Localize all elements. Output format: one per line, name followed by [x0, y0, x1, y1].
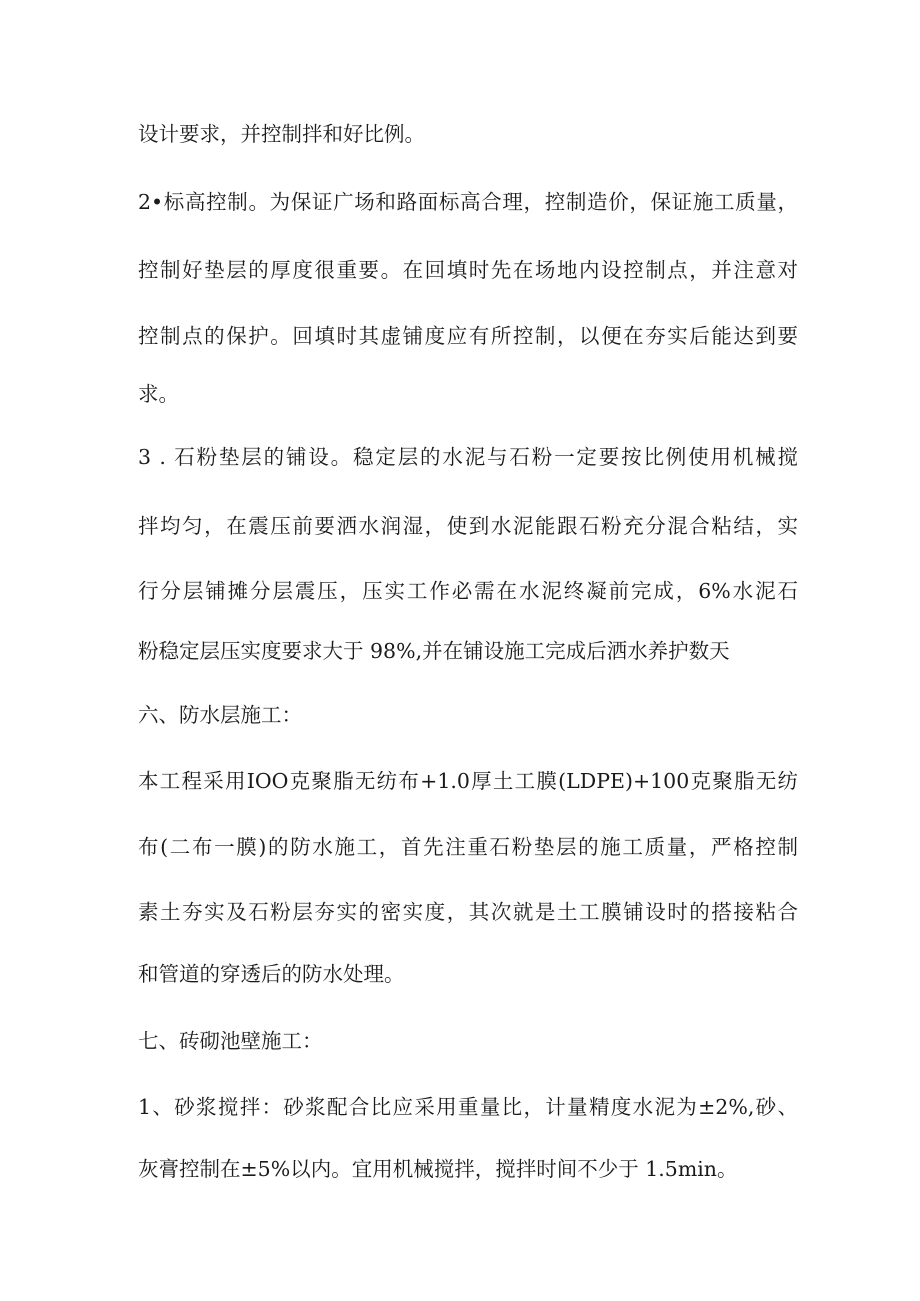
- text-line: 灰膏控制在±5%以内。宜用机械搅拌，搅拌时间不少于 1.5min。: [138, 1157, 738, 1181]
- text-line: 求。: [138, 382, 179, 406]
- text-line: 3 . 石粉垫层的铺设。稳定层的水泥与石粉一定要按比例使用机械搅: [138, 445, 798, 469]
- text-line: 行分层铺摊分层震压，压实工作必需在水泥终凝前完成，6%水泥石: [138, 579, 798, 603]
- text-line: 设计要求，并控制拌和好比例。: [138, 122, 425, 146]
- text-line: 本工程采用IOO克聚脂无纺布+1.0厚土工膜(LDPE)+100克聚脂无纺: [138, 769, 798, 793]
- text-line: 控制好垫层的厚度很重要。在回填时先在场地内设控制点，并注意对: [138, 258, 798, 282]
- text-line: 素土夯实及石粉层夯实的密实度，其次就是土工膜铺设时的搭接粘合: [138, 900, 798, 924]
- text-line: 控制点的保护。回填时其虚铺度应有所控制，以便在夯实后能达到要: [138, 324, 798, 348]
- text-line: 布(二布一膜)的防水施工，首先注重石粉垫层的施工质量，严格控制: [138, 835, 798, 859]
- text-line: 1、砂浆搅拌：砂浆配合比应采用重量比，计量精度水泥为±2%,砂、: [138, 1095, 798, 1119]
- section-heading: 七、砖砌池壁施工：: [138, 1029, 323, 1053]
- text-line: 和管道的穿透后的防水处理。: [138, 962, 405, 986]
- section-heading: 六、防水层施工：: [138, 703, 302, 727]
- text-line: 粉稳定层压实度要求大于 98%,并在铺设施工完成后洒水养护数天: [138, 639, 730, 663]
- text-line: 2•标高控制。为保证广场和路面标高合理，控制造价，保证施工质量，: [138, 190, 798, 214]
- text-line: 拌均匀，在震压前要洒水润湿，使到水泥能跟石粉充分混合粘结，实: [138, 514, 798, 538]
